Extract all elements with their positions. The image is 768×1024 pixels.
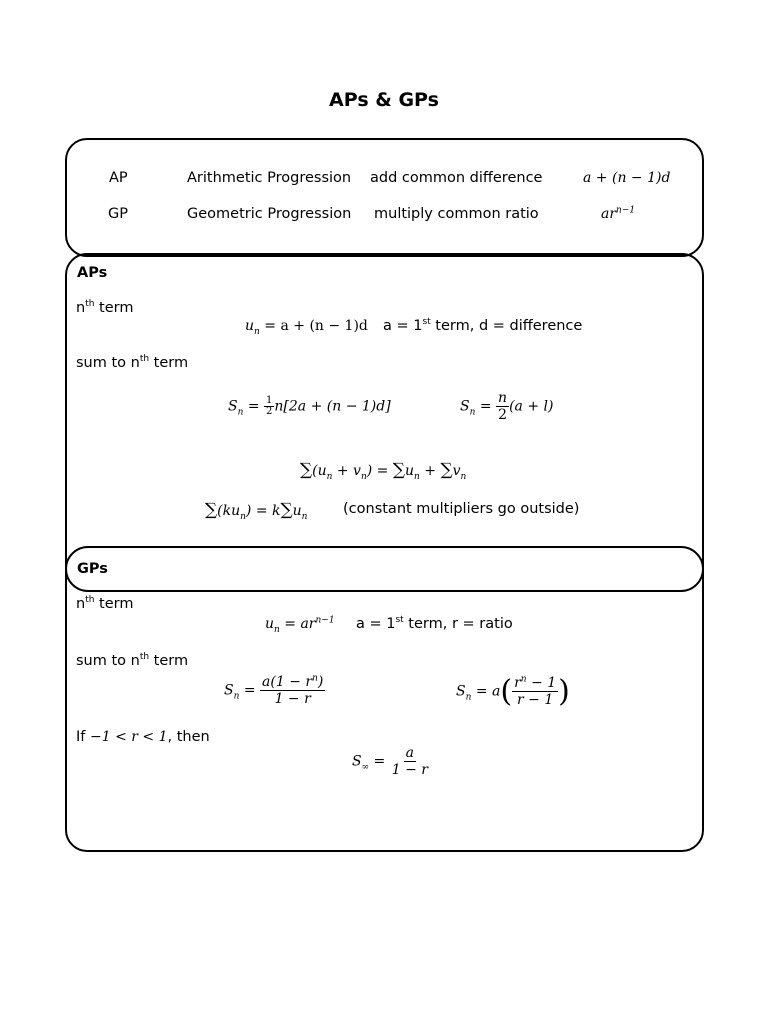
sigma-constant-note: (constant multipliers go outside) [343,501,580,517]
summary-rule-ap: add common difference [370,170,543,186]
gps-sum-formula-1: $S_n$ = $\frac{a(1 - r^n)}{1 - r}$ [224,673,324,707]
aps-sum-label: sum to $n^{th}$ term [76,354,189,371]
page-title: APs & GPs [329,89,439,111]
summary-formula-gp: $ar^{n-1}$ [601,205,636,222]
gps-nth-term-formula: $u_n = ar^{n-1}$ [265,615,335,635]
aps-sum-formula-2: $S_n$ = $\frac{n}{2}$ (a + l) [460,390,554,423]
gps-heading-box [65,546,704,592]
aps-heading: APs [77,265,108,281]
gps-nth-term-label: $n^{th}$ term [76,595,134,612]
summary-name-gp: Geometric Progression [187,206,352,222]
summary-abbr-ap: AP [109,170,128,186]
sigma-sum-rule: $\sum(u_n + v_n) = \sum u_n + \sum v_n$ [300,460,467,482]
summary-formula-ap: a + (n − 1)d [583,170,671,186]
aps-nth-term-note: a = 1st term, d = difference [383,317,583,334]
summary-rule-gp: multiply common ratio [374,206,539,222]
summary-abbr-gp: GP [108,206,128,222]
gps-heading: GPs [77,561,108,577]
summary-name-ap: Arithmetic Progression [187,170,352,186]
gps-sum-to-infinity: $S_\infty$ = $\frac{a}{1 - r}$ [352,745,428,778]
gps-sum-formula-2: $S_n = a$( $\frac{r^n - 1}{r - 1}$ ) [456,674,570,709]
sigma-constant-rule: $\sum(ku_n) = k\sum u_n$ [205,500,308,522]
summary-box [65,138,704,257]
aps-sum-formula-1: $S_n$ = $\frac{1}{2}$ n[2a + (n − 1)d] [228,395,391,418]
gps-convergence-condition: If −1 < r < 1, then [76,729,210,745]
aps-nth-term-label: $n^{th}$ term [76,299,134,316]
gps-sum-label: sum to $n^{th}$ term [76,652,189,669]
aps-nth-term-formula: $u_n = a + (n - 1)d$ [245,318,368,337]
gps-nth-term-note: a = 1st term, r = ratio [356,615,513,632]
